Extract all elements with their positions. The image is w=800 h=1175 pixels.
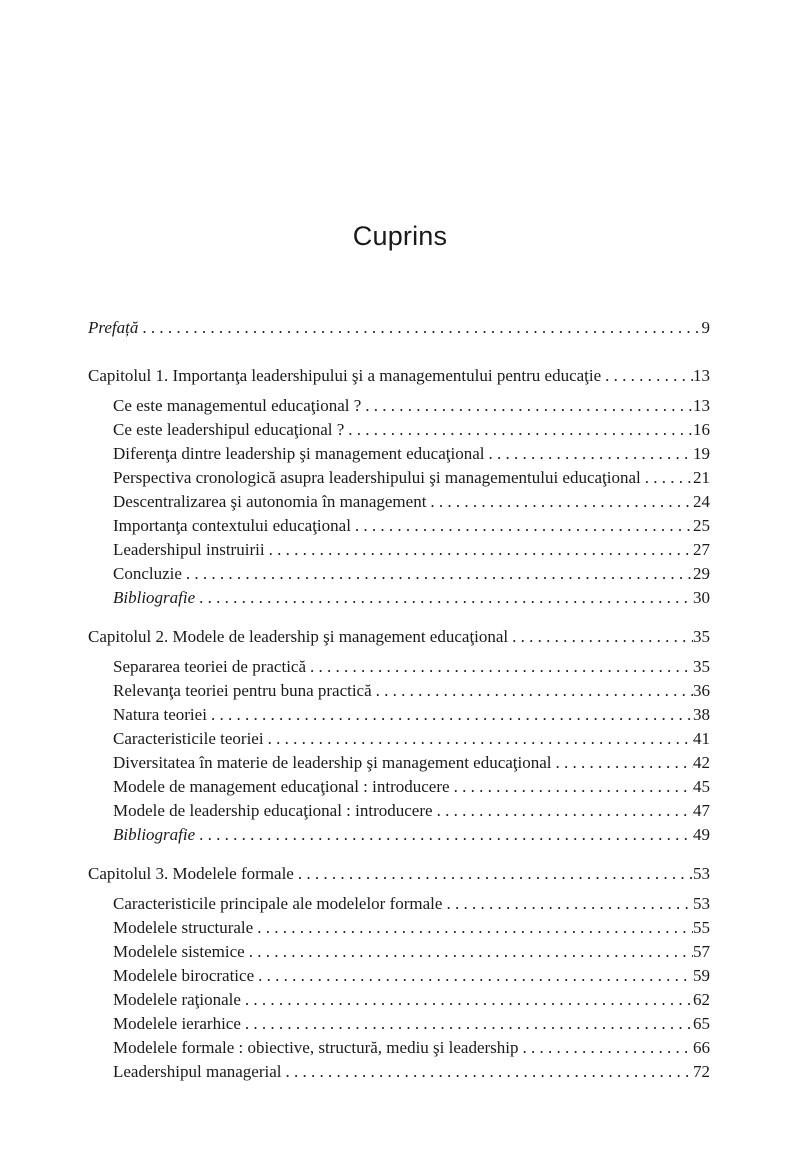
dot-leader [601,365,693,387]
toc-page-number: 38 [693,705,710,724]
toc-page-number: 19 [693,444,710,463]
toc-entry-label: Separarea teoriei de practică [113,657,307,676]
toc-entry-label: Modelele sistemice [113,942,245,961]
dot-leader [344,419,693,441]
toc-page-number: 45 [693,777,710,796]
toc-chapter-3 [88,863,710,885]
toc-page-number: 62 [693,990,710,1009]
toc-page-number: 13 [693,396,710,415]
toc-entry-label: Capitolul 3. Modelele formale [88,864,294,883]
toc-entry-label: Bibliografie [113,825,196,844]
toc-subentry-bibliography [113,587,710,609]
page-title: Cuprins [352,221,448,251]
toc-entry-label: Concluzie [113,564,182,583]
dot-leader [351,515,693,537]
toc-entry-label: Descentralizarea şi autonomia în management [113,492,427,511]
toc-subentry [113,1037,710,1059]
toc-page-number: 21 [693,468,710,487]
toc-subentry [113,965,710,987]
toc-page-number: 35 [693,627,710,646]
dot-leader [372,680,693,702]
toc-subentry [113,563,710,585]
toc-subentry [113,1061,710,1083]
toc-entry-label: Prefață [88,318,139,337]
toc-subentry [113,491,710,513]
toc-page-number: 66 [693,1038,710,1057]
dot-leader [264,728,693,750]
toc-entry-label: Diferenţa dintre leadership şi management educaţional [113,444,485,463]
dot-leader [265,539,693,561]
dot-leader [254,965,693,987]
dot-leader [485,443,694,465]
toc-chapter-2 [88,626,710,648]
dot-leader [306,656,693,678]
toc-page-number: 41 [693,729,710,748]
toc-entry-label: Modele de leadership educaţional : introducere [113,801,433,820]
toc-page-number: 72 [693,1062,710,1081]
toc-subentry [113,752,710,774]
toc-entry-label: Diversitatea în materie de leadership şi management educaţional [113,753,552,772]
toc-page-number: 65 [693,1014,710,1033]
toc-entry-label: Leadershipul managerial [113,1062,282,1081]
dot-leader [508,626,693,648]
toc-page-number: 57 [693,942,710,961]
dot-leader [433,800,693,822]
dot-leader [195,587,693,609]
toc-entry-label: Relevanţa teoriei pentru buna practică [113,681,372,700]
toc-subentry [113,395,710,417]
toc-page-number: 29 [693,564,710,583]
toc-page-number: 30 [693,588,710,607]
toc-page-number: 16 [693,420,710,439]
dot-leader [450,776,693,798]
toc-subentry [113,467,710,489]
dot-leader [207,704,693,726]
toc-page-number: 35 [693,657,710,676]
toc-subentry [113,917,710,939]
toc-page-number: 42 [693,753,710,772]
dot-leader [245,941,693,963]
dot-leader [361,395,693,417]
dot-leader [241,1013,693,1035]
toc-subentry [113,1013,710,1035]
dot-leader [552,752,693,774]
toc-page-number: 9 [701,318,710,337]
toc-page-number: 27 [693,540,710,559]
toc-subentry [113,515,710,537]
toc-entry-label: Caracteristicile teoriei [113,729,264,748]
toc-entry-label: Modelele formale : obiective, structură, mediu şi leadership [113,1038,519,1057]
toc-entry-label: Bibliografie [113,588,196,607]
dot-leader [253,917,693,939]
dot-leader [138,317,701,339]
toc-entry-label: Ce este managementul educaţional ? [113,396,362,415]
toc-entry-label: Leadershipul instruirii [113,540,265,559]
dot-leader [241,989,693,1011]
toc-entry-label: Perspectiva cronologică asupra leadershipului şi managementului educaţional [113,468,641,487]
toc-subentry [113,704,710,726]
toc-entry-preface [88,317,710,339]
toc-entry-label: Modelele structurale [113,918,254,937]
toc-entry-label: Capitolul 1. Importanţa leadershipului şi a managementului pentru educaţie [88,366,602,385]
toc-entry-label: Modelele raţionale [113,990,241,1009]
toc-entry-label: Modelele ierarhice [113,1014,241,1033]
toc-page-number: 36 [693,681,710,700]
toc-subentry [113,800,710,822]
toc-page-number: 25 [693,516,710,535]
toc-entry-label: Caracteristicile principale ale modelelor formale [113,894,443,913]
toc-page-number: 53 [693,894,710,913]
toc-subentry [113,941,710,963]
toc-entry-label: Natura teoriei [113,705,207,724]
toc-chapter-1 [88,365,710,387]
toc-page-number: 59 [693,966,710,985]
toc-subentry [113,893,710,915]
dot-leader [442,893,693,915]
toc-subentry [113,776,710,798]
toc-entry-label: Ce este leadershipul educaţional ? [113,420,345,439]
toc-subentry [113,989,710,1011]
dot-leader [641,467,693,489]
toc-entry-label: Capitolul 2. Modele de leadership şi management educaţional [88,627,509,646]
toc-page-number: 55 [693,918,710,937]
dot-leader [519,1037,693,1059]
toc-subentry [113,443,710,465]
dot-leader [426,491,693,513]
toc-subentry [113,539,710,561]
toc-page-number: 24 [693,492,710,511]
dot-leader [195,824,693,846]
toc-subentry-bibliography [113,824,710,846]
toc-entry-label: Modele de management educaţional : introducere [113,777,450,796]
toc-page-number: 53 [693,864,710,883]
toc-subentry [113,419,710,441]
toc-subentry [113,728,710,750]
toc-entry-label: Modelele birocratice [113,966,255,985]
dot-leader [282,1061,693,1083]
toc-page-number: 47 [693,801,710,820]
toc-subentry [113,680,710,702]
toc-page-number: 49 [693,825,710,844]
toc-page-number: 13 [693,366,710,385]
toc-entry-label: Importanţa contextului educaţional [113,516,351,535]
dot-leader [182,563,693,585]
dot-leader [294,863,693,885]
toc-subentry [113,656,710,678]
